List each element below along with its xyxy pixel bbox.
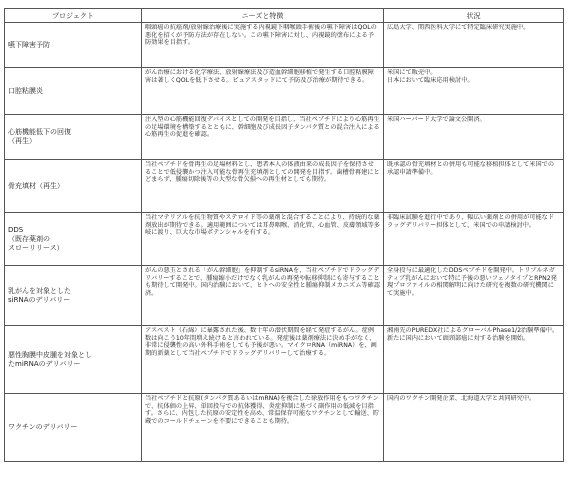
status-text: 湘南先のPUREDX社によるグローバルPhase1/2治験準備中。新たに国内において頭頸部癌に対する治験を開始。	[387, 327, 559, 342]
table-row	[5, 394, 564, 462]
status-cell	[384, 68, 564, 115]
header-row	[5, 9, 564, 23]
status-text: 既承認の骨充填材との併用も可能な移植担体として米国での承認申請準備中。	[387, 161, 555, 176]
project-cell	[5, 213, 142, 266]
needs-text: がんの悪玉とされる「がん幹細胞」を抑制するsiRNAを、当社ペプチドでドラッグデリバリーすることで、腫瘍縮小だけでなく乳がんの再発や転移抑制にも寄与することも期待して開発中。国内治験において、ヒトへの安全性と腫瘍抑制メカニズム等確認済。	[145, 267, 380, 297]
pipeline-table	[4, 8, 564, 462]
status-cell	[384, 213, 564, 266]
status-cell	[384, 326, 564, 394]
table-body	[5, 23, 564, 462]
needs-text: 注入型の心筋機能回復デバイスとしての開発を目指し、当社ペプチドにより心筋再生の足場環境を構築するとともに、幹細胞及び成長因子タンパク質との混合注入による心筋再生の促進を確認。	[145, 116, 380, 138]
needs-cell	[142, 326, 384, 394]
project-cell	[5, 115, 142, 160]
project-cell	[5, 326, 142, 394]
needs-text: 咽頭癌の抗癌剤/放射線治療後に実施する内視鏡下咽喉頭手術後の嚥下障害はQOLの悪化を招くが予防方法が存在しない。この嚥下障害に対し、内視鏡的塗布による予防効果を目指す。	[145, 24, 377, 46]
table-row	[5, 213, 564, 266]
needs-cell	[142, 213, 384, 266]
project-cell	[5, 160, 142, 213]
status-text: 非臨床試験を進行中であり、幅広い薬剤との併用が可能なドラッグデリバリー担体として、米国での申請検討中。	[387, 214, 555, 229]
project-cell	[5, 266, 142, 326]
status-text: 米国ハーバード大学で論文公開済。	[387, 116, 486, 123]
status-text: 米国にて販売中。 日本において臨床応用検討中。	[387, 69, 474, 84]
project-name: 嚥下障害予防	[8, 40, 50, 49]
header-project: プロジェクト	[5, 9, 142, 23]
project-name: 骨充填材（再生）	[8, 181, 64, 190]
project-name: ワクチンのデリバリー	[8, 423, 78, 431]
needs-cell	[142, 68, 384, 115]
needs-text: 当社ペプチドを骨再生の足場材料とし、患者本人の体液由来の成長因子を保持させることで低侵襲かつ注入可能な骨再生充填剤としての開発を目指す。歯槽骨再建にとどまらず、腫瘍切除後等の大型な骨欠損への再生材としても期待。	[145, 161, 380, 183]
status-cell	[384, 266, 564, 326]
needs-text: アスベスト（石綿）に暴露された後、数十年の潜伏期間を経て発症するがん。症例数は向こう10年間増え続けると言われている。発症後は薬剤療法に決め手がなく、非常に侵襲性の高い外科手術をしても予後が悪い。マイクロRNA（miRNA）を、画期的新薬として当社ペプチドでドラッグデリバリーして治療する。	[145, 327, 377, 357]
status-text: 全身投与に最適化したDDSペプチドを開発中。トリプルネガティブ乳がんにおいて特に予後の悪いフェノタイプとRPN2発現プロファイルの相関解明に向けた研究を複数の研究機関にて実施中。	[387, 267, 557, 297]
project-name: 乳がんを対象とした siRNAのデリバリー	[8, 286, 71, 304]
header-needs: ニーズと特徴	[142, 9, 384, 23]
project-name: 心筋機能低下の回復 （再生）	[8, 128, 71, 145]
needs-cell	[142, 266, 384, 326]
status-cell	[384, 115, 564, 160]
table-row	[5, 115, 564, 160]
project-cell	[5, 394, 142, 462]
status-cell	[384, 394, 564, 462]
table-row	[5, 326, 564, 394]
needs-cell	[142, 394, 384, 462]
needs-cell	[142, 115, 384, 160]
project-name: 口腔粘膜炎	[8, 86, 43, 95]
project-name: DDS （既存薬剤の スローリリース）	[8, 225, 64, 252]
project-cell	[5, 68, 142, 115]
status-cell	[384, 160, 564, 213]
table-row	[5, 266, 564, 326]
table-row	[5, 160, 564, 213]
project-name: 悪性胸膜中皮腫を対象とし たmiRNAのデリバリー	[8, 350, 92, 368]
status-text: 広島大学、関西医科大学にて特定臨床研究実施中。	[387, 24, 530, 31]
status-text: 国内のワクチン開発企業、北海道大学と共同研究中。	[387, 395, 536, 402]
status-cell	[384, 23, 564, 68]
table-header	[5, 9, 564, 23]
needs-text: 当社マテリアルを抗生物質やステロイド等の薬剤と混合することにより、持続的な薬剤放出が期待できる。適用範囲については耳鼻咽喉、消化管、心血管、皮膚領域等多岐に渡り、巨大な市場ポテンシャルを有する。	[145, 214, 380, 236]
needs-cell	[142, 160, 384, 213]
table-row	[5, 23, 564, 68]
needs-cell	[142, 23, 384, 68]
needs-text: 当社ペプチドと抗原(タンパク質あるいはmRNA)を複合した徐放作用をもつワクチンで、抗体価の上昇、単回投与での抗体獲得、炎症抑制に基づく副作用の低減を目指す。さらに、内包した抗原の安定性を高め、常温保存可能なワクチンとして輸送、貯蔵でのコールドチェーンを不要にできることも期待。	[145, 395, 380, 425]
header-status: 状況	[384, 9, 564, 23]
table-row	[5, 68, 564, 115]
project-cell	[5, 23, 142, 68]
needs-text: がん治療における化学療法、放射線療法及び造血幹細胞移植で発生する口腔粘膜障害は著しくQOLを低下させる。ピュアスタッドにて予防及び治療が期待できる。	[145, 69, 374, 84]
